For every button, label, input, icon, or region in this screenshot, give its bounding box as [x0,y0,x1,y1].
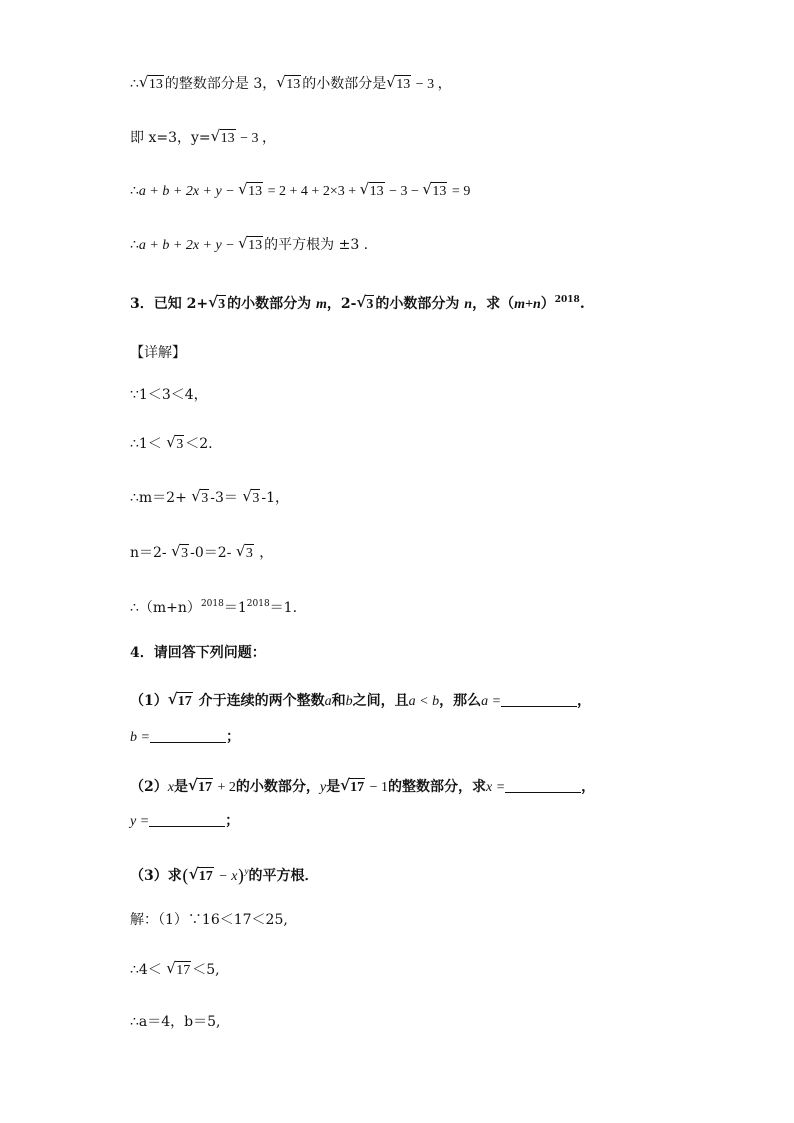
solution-2: ∴4＜ √ 17 ＜5, [130,960,220,980]
sqrt-3: √ 3 [242,488,260,508]
therefore-symbol: ∴ [130,76,139,92]
sqrt-13: √ 13 [276,74,301,94]
sqrt-13: √ 13 [422,181,447,201]
sqrt-3: √ 3 [356,294,374,314]
step-5: $\therefore(m+n)^{2018}=1^{2018}=1$. [130,599,298,616]
sqrt-13: √ 13 [386,74,411,94]
question-4-part-1: （1）√ 17 介于连续的两个整数a和b之间，且a < b，那么a = ， [130,691,591,712]
question-4-part-2-b: y = ； [130,813,240,829]
sqrt-13: √ 13 [360,181,385,201]
sqrt-13: √ 13 [211,128,236,148]
sqrt-17: √ 17 [188,777,213,797]
sqrt-17: √ 17 [166,960,191,980]
sqrt-17: √ 17 [340,777,365,797]
sqrt-3: √ 3 [171,543,189,563]
sqrt-13: √ 13 [139,74,164,94]
question-4-part-2: （2）x是√ 17 + 2的小数部分，y是√ 17 − 1的整数部分，求x = ， [130,777,595,798]
sqrt-13: √ 13 [238,235,263,255]
line-2: 即 x=3，y=√ 13 − 3 ， [130,128,276,149]
sqrt-17: √ 17 [189,866,214,886]
step-1: ∵1＜3＜4， [130,387,208,403]
step-2: ∴1＜ √ 3 ＜2. [130,434,213,454]
answer-blank-a[interactable] [501,692,577,707]
answer-blank-x[interactable] [505,778,581,793]
solution-1: 解：（1）∵16＜17＜25, [130,912,288,928]
answer-blank-b[interactable] [150,728,226,743]
sqrt-3: √ 3 [236,543,254,563]
answer-blank-y[interactable] [149,812,225,827]
sqrt-3: √ 3 [208,294,226,314]
question-3: 3．已知 2+√ 3 的小数部分为 m，2-√ 3 的小数部分为 n，求$(m+n)^{2018}$. [130,290,585,315]
sqrt-17: √ 17 [168,691,193,711]
step-4: n＝2- √ 3 -0＝2- √ 3 ， [130,543,273,563]
step-3: ∴m＝2+ √ 3 -3＝ √ 3 -1， [130,488,289,508]
line-1: ∴√ 13 的整数部分是 3，√ 13 的小数部分是√ 13 − 3 ， [130,74,452,95]
question-4: 4．请回答下列问题： [130,645,266,661]
line-4: ∴a + b + 2x + y − √ 13 的平方根为 ±3 . [130,235,368,256]
line-3: ∴a + b + 2x + y − √ 13 = 2 + 4 + 2×3 + √ 13 − 3 − √ 13 = 9 [130,181,470,202]
question-4-part-3: （3）求(√ 17 − x)$^y$的平方根． [130,861,318,887]
detail-heading: 【详解】 [130,345,186,361]
question-4-part-1-b: b = ； [130,729,240,745]
sqrt-13: √ 13 [238,181,263,201]
sqrt-3: √ 3 [191,488,209,508]
solution-3: ∴a＝4，b＝5, [130,1014,221,1030]
sqrt-3: √ 3 [166,434,184,454]
